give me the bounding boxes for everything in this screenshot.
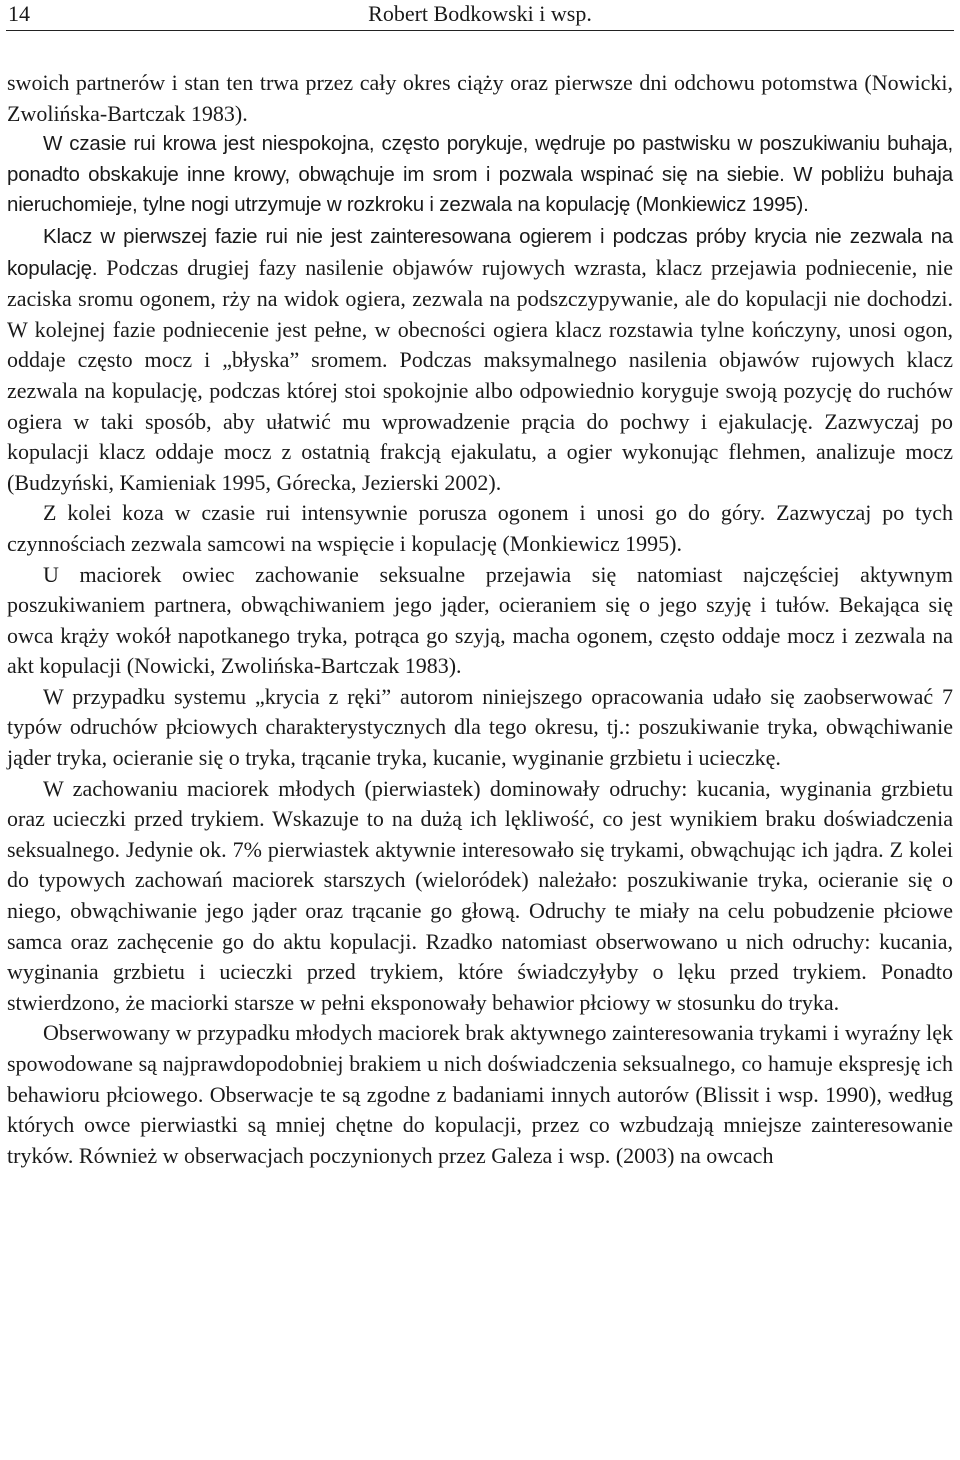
page-header	[6, 0, 954, 31]
paragraph-7	[7, 774, 953, 1019]
text-segment: Klacz w pierwszej fazie rui nie jest zainteresowana ogierem i podczas próby krycia nie zezwala na kopulację.	[7, 224, 953, 280]
text-segment: Z kolei koza w czasie rui intensywnie porusza ogonem i unosi go do góry. Zazwyczaj po tych czynnościach zezwala samcowi na wspięcie i kopulację (Monkiewicz 1995).	[7, 500, 953, 556]
body-text	[7, 68, 953, 1171]
text-segment: W czasie rui krowa jest niespokojna, często porykuje, wędruje po pastwisku w poszukiwaniu buhaja, ponadto obskakuje inne krowy, obwąchuje im srom i pozwala wspinać się na siebie. W pobliżu buhaja nieruchomieje, tylne nogi utrzymuje w rozkroku i zezwala na kopulację (Monkiewicz 1995).	[7, 132, 953, 217]
running-head: Robert Bodkowski i wsp.	[368, 1, 592, 26]
paragraph-6	[7, 682, 953, 774]
text-segment: W zachowaniu maciorek młodych (pierwiastek) dominowały odruchy: kucania, wyginania grzbietu oraz ucieczki przed trykiem. Wskazuje to na dużą ich lękliwość, co jest wynikiem braku doświadczenia seksualnego. Jedynie ok. 7% pierwiastek aktywnie interesowało się trykami, obwąchując ich jądra. Z kolei do typowych zachowań maciorek starszych (wieloródek) należało: poszukiwanie tryka, ocieranie się o niego, obwąchiwanie jego jąder oraz trącanie go głową. Odruchy te miały na celu pobudzenie płciowe samca oraz zachęcenie go do aktu kopulacji. Rzadko natomiast obserwowano u nich odruchy: kucania, wyginania grzbietu i ucieczki przed trykiem, które świadczyłyby o lęku przed trykiem. Ponadto stwierdzono, że maciorki starsze w pełni eksponowały behawior płciowy w stosunku do tryka.	[7, 775, 953, 1015]
paragraph-5	[7, 560, 953, 682]
paragraph-1	[7, 68, 953, 129]
text-segment: Obserwowany w przypadku młodych maciorek brak aktywnego zainteresowania trykami i wyraźny lęk spowodowane są najprawdopodobniej brakiem u nich doświadczenia seksualnego, co hamuje ekspresję ich behawioru płciowego. Obserwacje te są zgodne z badaniami innych autorów (Blissit i wsp. 1990), według których owce pierwiastki są mniej chętne do kopulacji, przez co wzbudzają mniejsze zainteresowanie tryków. Również w obserwacjach poczynionych przez Galeza i wsp. (2003) na owcach	[7, 1020, 953, 1168]
paragraph-2	[7, 129, 953, 221]
text-segment: Podczas drugiej fazy nasilenie objawów rujowych wzrasta, klacz przejawia podniecenie, nie zaciska sromu ogonem, rży na widok ogiera, zezwala na podszczypywanie, ale do kopulacji nie dochodzi. W kolejnej fazie podniecenie jest pełne, w obecności ogiera klacz rozstawia tylne kończyny, unosi ogon, oddaje często mocz i „błyska” sromem. Podczas maksymalnego nasilenia objawów rujowych klacz zezwala na kopulację, podczas której stoi spokojnie albo odpowiednio koryguje swoją pozycję do ruchów ogiera w taki sposób, aby ułatwić mu wprowadzenie prącia do pochwy i ejakulację. Zazwyczaj po kopulacji klacz oddaje mocz z ostatnią frakcją ejakulatu, a ogier wykonując flehmen, analizuje mocz (Budzyński, Kamieniak 1995, Górecka, Jezierski 2002).	[7, 254, 953, 495]
text-segment: U maciorek owiec zachowanie seksualne przejawia się natomiast najczęściej aktywnym poszukiwaniem partnera, obwąchiwaniem jego jąder, ocieraniem się o jego szyję i tułów. Bekająca się owca krąży wokół napotkanego tryka, potrąca go szyją, macha ogonem, często oddaje mocz i zezwala na akt kopulacji (Nowicki, Zwolińska-Bartczak 1983).	[7, 561, 953, 679]
text-segment: swoich partnerów i stan ten trwa przez cały okres ciąży oraz pierwsze dni odchowu potomstwa (Nowicki, Zwolińska-Bartczak 1983).	[7, 70, 953, 126]
paragraph-8	[7, 1018, 953, 1171]
page-number: 14	[8, 1, 30, 26]
paragraph-3	[7, 221, 953, 498]
text-segment: W przypadku systemu „krycia z ręki” autorom niniejszego opracowania udało się zaobserwować 7 typów odruchów płciowych charakterystycznych dla tego okresu, tj.: poszukiwanie tryka, obwąchiwanie jąder tryka, ocieranie się o tryka, trącanie tryka, kucanie, wyginanie grzbietu i ucieczkę.	[7, 683, 953, 771]
paragraph-4	[7, 498, 953, 559]
